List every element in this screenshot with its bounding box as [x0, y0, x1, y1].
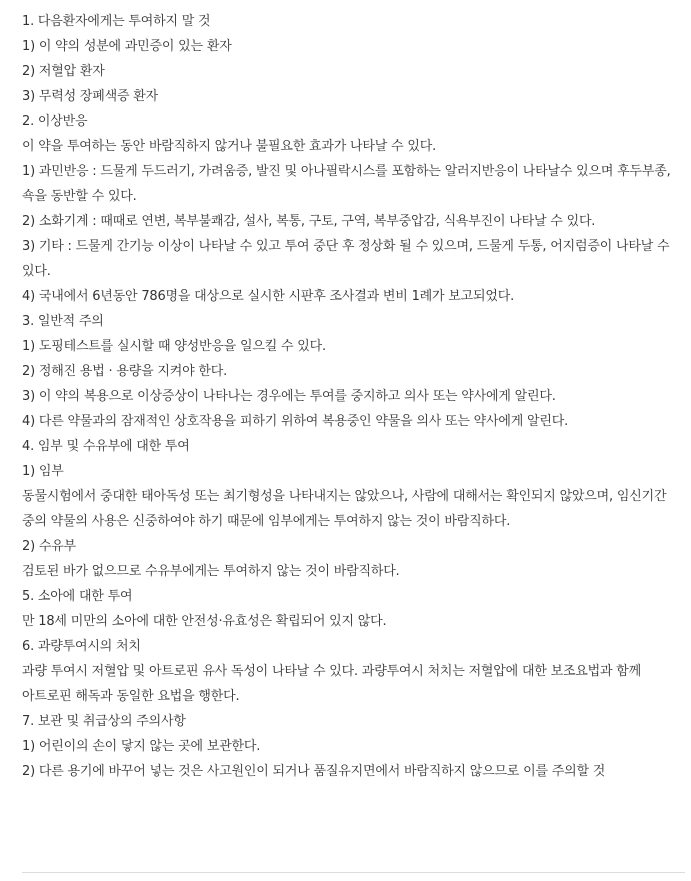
list-item: 2) 소화기계 : 때때로 연변, 복부불쾌감, 설사, 복통, 구토, 구역, 복부중압감, 식욕부진이 나타날 수 있다. [22, 214, 596, 229]
paragraph: 동물시험에서 중대한 태아독성 또는 최기형성을 나타내지는 않았으나, 사람에 대해서는 확인되지 않았으며, 임신기간 중의 약물의 사용은 신중하여야 하기 때문에 임부에게는 투여하지 않는 것이 바람직하다. [22, 489, 667, 529]
subheading: 2) 수유부 [22, 539, 76, 554]
section-heading-general-precautions: 3. 일반적 주의 [22, 314, 104, 329]
list-item: 1) 과민반응 : 드물게 두드러기, 가려움증, 발진 및 아나필락시스를 포함하는 알러지반응이 나타날수 있으며 후두부종, 쇽을 동반할 수 있다. [22, 164, 671, 204]
section-heading-overdose: 6. 과량투여시의 처치 [22, 639, 141, 654]
list-item: 2) 저혈압 환자 [22, 64, 105, 79]
subheading: 1) 임부 [22, 464, 64, 479]
section-heading-pregnancy: 4. 임부 및 수유부에 대한 투여 [22, 439, 190, 454]
paragraph: 만 18세 미만의 소아에 대한 안전성·유효성은 확립되어 있지 않다. [22, 614, 387, 629]
section-heading-pediatric: 5. 소아에 대한 투여 [22, 589, 133, 604]
paragraph: 과량 투여시 저혈압 및 아트로핀 유사 독성이 나타날 수 있다. 과량투여시 처치는 저혈압에 대한 보조요법과 함께 아트로핀 해독과 동일한 요법을 행한다. [22, 664, 642, 704]
list-item: 3) 이 약의 복용으로 이상증상이 나타나는 경우에는 투여를 중지하고 의사 또는 약사에게 알린다. [22, 389, 556, 404]
list-item: 1) 도핑테스트를 실시할 때 양성반응을 일으킬 수 있다. [22, 339, 326, 354]
list-item: 2) 정해진 용법 · 용량을 지켜야 한다. [22, 364, 228, 379]
section-heading-storage: 7. 보관 및 취급상의 주의사항 [22, 714, 186, 729]
list-item: 1) 어린이의 손이 닿지 않는 곳에 보관한다. [22, 739, 261, 754]
list-item: 3) 기타 : 드물게 간기능 이상이 나타날 수 있고 투여 중단 후 정상화 될 수 있으며, 드물게 두통, 어지럼증이 나타날 수 있다. [22, 239, 670, 279]
list-item: 2) 다른 용기에 바꾸어 넣는 것은 사고원인이 되거나 품질유지면에서 바람직하지 않으므로 이를 주의할 것 [22, 764, 606, 779]
drug-precautions-document [22, 9, 682, 784]
list-item: 3) 무력성 장폐색증 환자 [22, 89, 158, 104]
divider [22, 872, 685, 873]
paragraph: 검토된 바가 없으므로 수유부에게는 투여하지 않는 것이 바람직하다. [22, 564, 400, 579]
list-item: 4) 다른 약물과의 잠재적인 상호작용을 피하기 위하여 복용중인 약물을 의사 또는 약사에게 알린다. [22, 414, 569, 429]
list-item: 4) 국내에서 6년동안 786명을 대상으로 실시한 시판후 조사결과 변비 1례가 보고되었다. [22, 289, 515, 304]
paragraph: 이 약을 투여하는 동안 바람직하지 않거나 불필요한 효과가 나타날 수 있다. [22, 139, 436, 154]
section-heading-contraindications: 1. 다음환자에게는 투여하지 말 것 [22, 14, 211, 29]
list-item: 1) 이 약의 성분에 과민증이 있는 환자 [22, 39, 232, 54]
section-heading-adverse-reactions: 2. 이상반응 [22, 114, 88, 129]
